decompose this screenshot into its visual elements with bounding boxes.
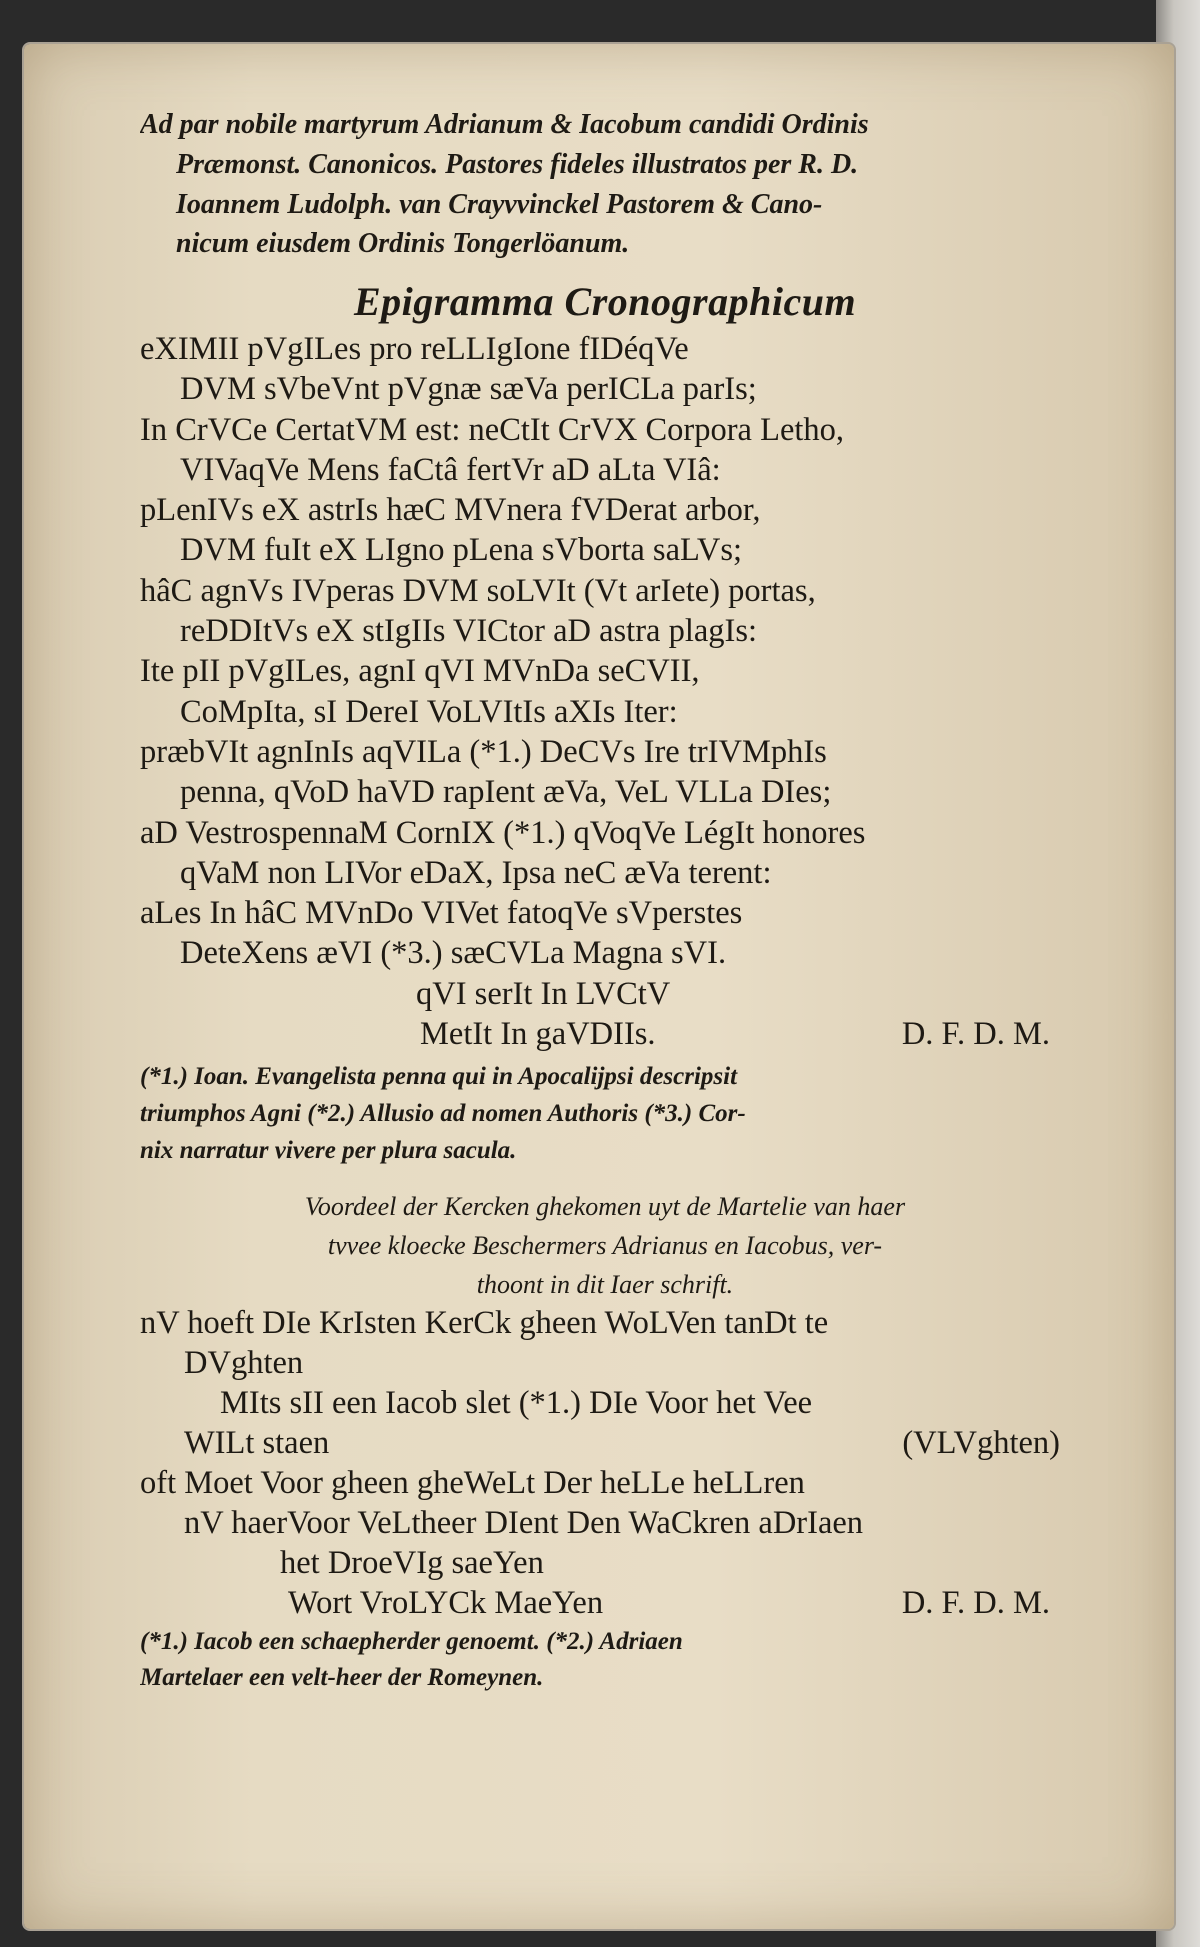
poem-line <box>140 1584 1070 1624</box>
dedication <box>140 105 1070 264</box>
footnote-line: triumphos Agni (*2.) Allusio ad nomen Authoris (*3.) Cor- <box>140 1100 746 1128</box>
poem-line: het DroeVIg saeYen <box>280 1545 544 1582</box>
latin-chronogram-poem <box>140 329 1070 1054</box>
dutch-heading-line: thoont in dit Iaer schrift. <box>476 1270 734 1300</box>
poem-line: VIVaqVe Mens faCtâ fertVr aD aLta VIâ: <box>180 451 721 488</box>
poem-line <box>140 1424 1070 1464</box>
poem-line: qVaM non LIVor eDaX, Ipsa neC æVa terent: <box>180 854 772 891</box>
footnote-line: Martelaer een velt-heer der Romeynen. <box>140 1664 544 1692</box>
poem-line: MIts sII een Iacob slet (*1.) DIe Voor het Vee <box>220 1385 813 1422</box>
author-signature: D. F. D. M. <box>901 1585 1050 1622</box>
poem-line: nV hoeft DIe KrIsten KerCk gheen WoLVen tanDt te <box>140 1305 829 1342</box>
poem-line: reDDItVs eX stIgIIs VICtor aD astra plagIs: <box>180 613 758 650</box>
dutch-heading <box>140 1187 1070 1304</box>
epigram-heading: Epigramma Cronographicum <box>353 279 857 324</box>
dedication-line: Ad par nobile martyrum Adrianum & Iacobum candidi Ordinis <box>140 109 869 140</box>
poem-line <box>140 1014 1070 1054</box>
dedication-line: nicum eiusdem Ordinis Tongerlöanum. <box>176 228 630 260</box>
poem-line: DVghten <box>184 1345 304 1382</box>
poem-line: hâC agnVs IVperas DVM soLVIt (Vt arIete) portas, <box>140 572 816 609</box>
poem-line-text: WILt staen <box>184 1425 330 1462</box>
poem-line: præbVIt agnInIs aqVILa (*1.) DeCVs Ire trIVMphIs <box>140 733 827 770</box>
poem-line-text: (VLVghten) <box>902 1425 1060 1462</box>
poem-line: In CrVCe CertatVM est: neCtIt CrVX Corpora Letho, <box>140 411 845 448</box>
poem-line: nV haerVoor VeLtheer DIent Den WaCkren aDrIaen <box>184 1505 864 1542</box>
dutch-chronogram-poem <box>140 1304 1070 1624</box>
page-content <box>140 105 1070 1697</box>
poem-line: oft Moet Voor gheen gheWeLt Der heLLe heLLren <box>140 1465 805 1502</box>
poem-line: qVI serIt In LVCtV <box>416 975 671 1012</box>
footnotes-dutch <box>140 1624 1070 1697</box>
poem-line: pLenIVs eX astrIs hæC MVnera fVDerat arbor, <box>140 492 761 529</box>
author-signature: D. F. D. M. <box>901 1016 1050 1053</box>
footnote-line: nix narratur vivere per plura sacula. <box>140 1137 517 1165</box>
poem-line-text: MetIt In gaVDIIs. <box>420 1016 656 1053</box>
poem-line: eXIMII pVgILes pro reLLIgIone fIDéqVe <box>140 331 689 367</box>
poem-line: Ite pII pVgILes, agnI qVI MVnDa seCVII, <box>140 653 700 690</box>
poem-line-text: Wort VroLYCk MaeYen <box>288 1585 604 1622</box>
poem-line: aD VestrospennaM CornIX (*1.) qVoqVe LégIt honores <box>140 814 866 851</box>
footnote-line: (*1.) Ioan. Evangelista penna qui in Apocalijpsi descripsit <box>140 1063 738 1091</box>
poem-line: penna, qVoD haVD rapIent æVa, VeL VLLa DIes; <box>180 774 832 811</box>
poem-line: DVM sVbeVnt pVgnæ sæVa perICLa parIs; <box>180 371 757 408</box>
dedication-line: Ioannem Ludolph. van Crayvvinckel Pastorem & Cano- <box>176 188 823 220</box>
poem-line: aLes In hâC MVnDo VIVet fatoqVe sVperstes <box>140 895 743 932</box>
dutch-heading-line: Voordeel der Kercken ghekomen uyt de Martelie van haer <box>304 1192 906 1222</box>
dedication-line: Præmonst. Canonicos. Pastores fideles illustratos per R. D. <box>176 148 859 180</box>
poem-line: CoMpIta, sI DereI VoLVItIs aXIs Iter: <box>180 693 678 730</box>
dutch-heading-line: tvvee kloecke Beschermers Adrianus en Iacobus, ver- <box>327 1231 883 1261</box>
footnotes-latin <box>140 1058 1070 1169</box>
poem-line: DVM fuIt eX LIgno pLena sVborta saLVs; <box>180 532 743 569</box>
poem-line: DeteXens æVI (*3.) sæCVLa Magna sVI. <box>180 935 727 972</box>
footnote-line: (*1.) Iacob een schaepherder genoemt. (*2.) Adriaen <box>140 1628 683 1656</box>
